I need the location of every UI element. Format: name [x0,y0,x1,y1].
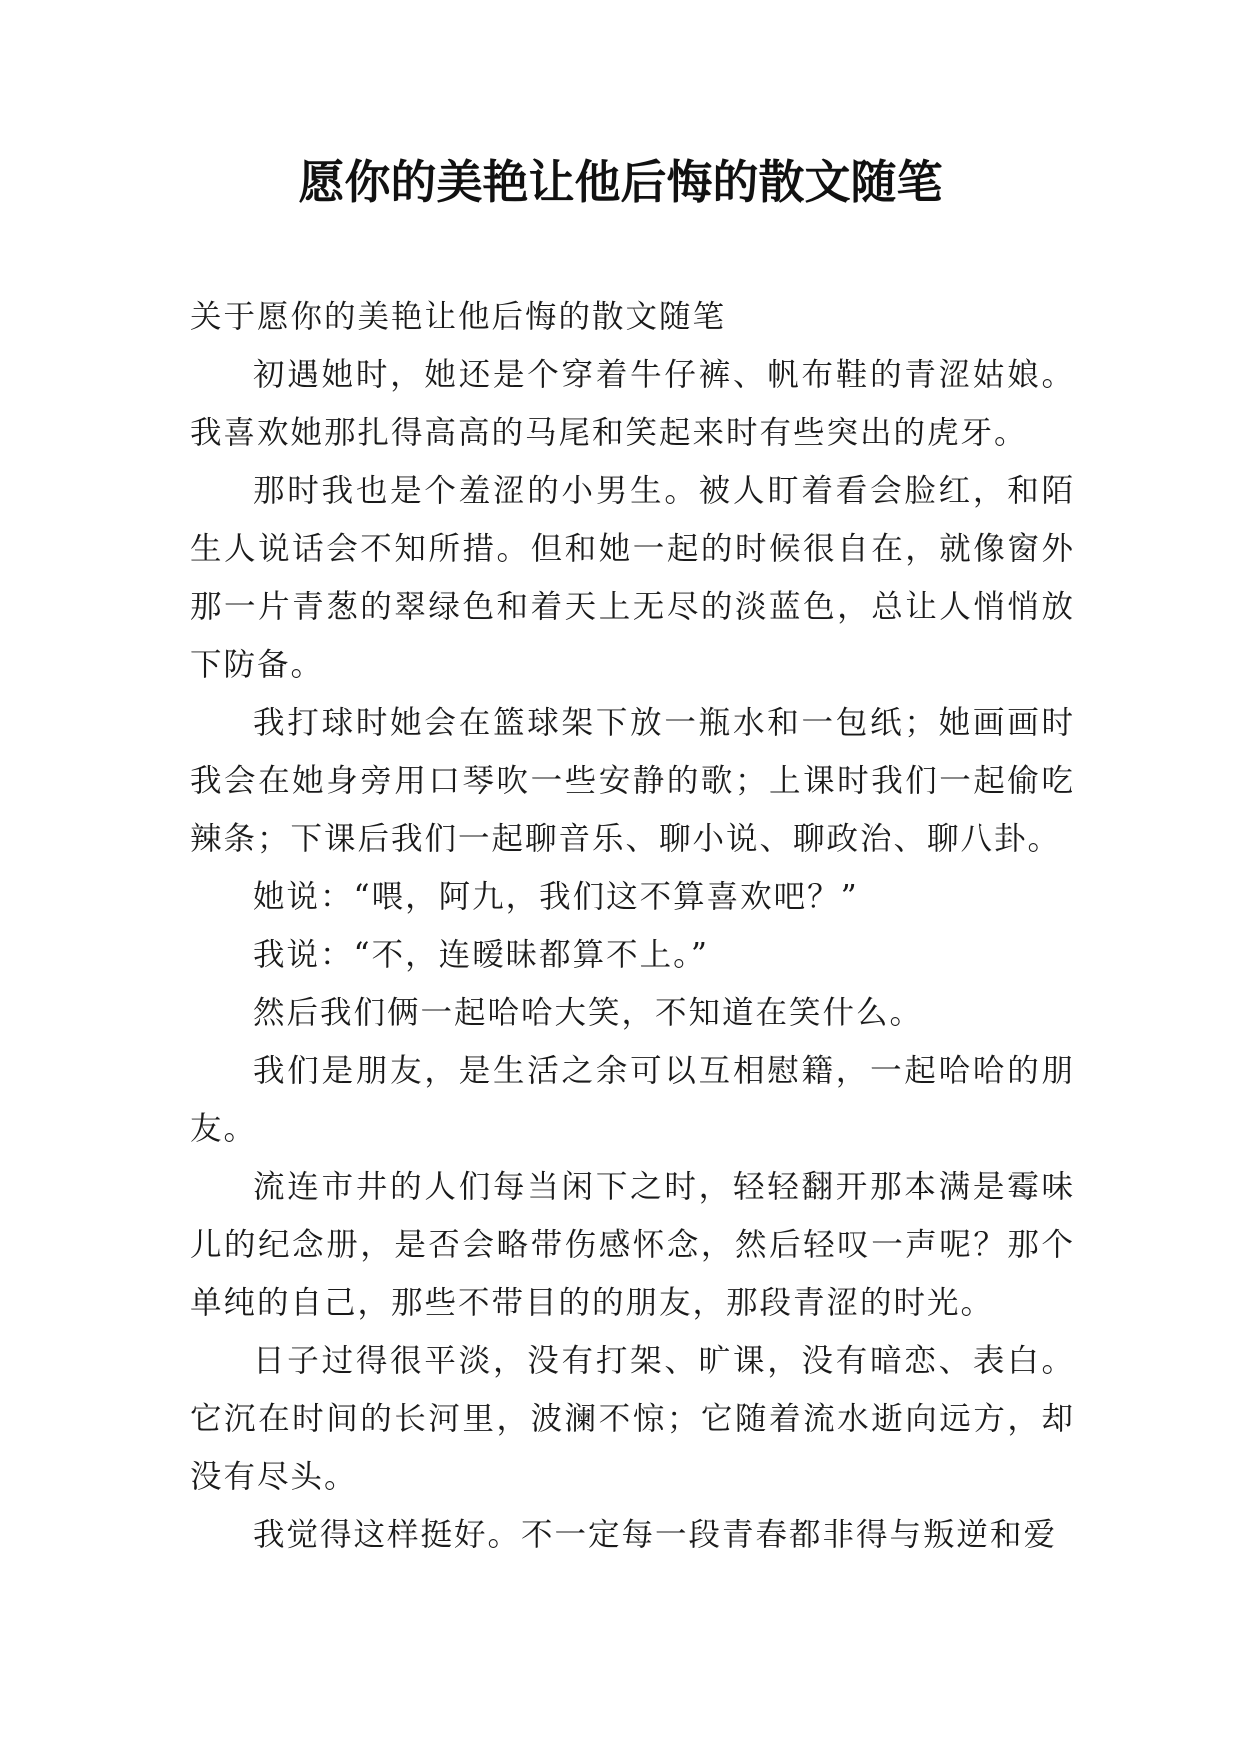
paragraph-10: 我觉得这样挺好。不一定每一段青春都非得与叛逆和爱 [253,1517,1058,1553]
paragraph-6: 然后我们俩一起哈哈大笑，不知道在笑什么。 [253,995,924,1031]
paragraph-9: 日子过得很平淡，没有打架、旷课，没有暗恋、表白。它沉在时间的长河里，波澜不惊；它随着流水逝向远方，却没有尽头。 [190,1343,1075,1495]
paragraph-4: 她说：“喂，阿九，我们这不算喜欢吧？” [253,879,859,915]
paragraph-8: 流连市井的人们每当闲下之时，轻轻翻开那本满是霉味儿的纪念册，是否会略带伤感怀念，然后轻叹一声呢？那个单纯的自己，那些不带目的的朋友，那段青涩的时光。 [190,1169,1075,1321]
paragraph-2: 那时我也是个羞涩的小男生。被人盯着看会脸红，和陌生人说话会不知所措。但和她一起的时候很自在，就像窗外那一片青葱的翠绿色和着天上无尽的淡蓝色，总让人悄悄放下防备。 [190,473,1075,683]
paragraph-5: 我说：“不，连暧昧都算不上。” [253,937,709,973]
article-subtitle: 关于愿你的美艳让他后悔的散文随笔 [190,299,727,335]
paragraph-1: 初遇她时，她还是个穿着牛仔裤、帆布鞋的青涩姑娘。我喜欢她那扎得高高的马尾和笑起来时有些突出的虎牙。 [190,357,1075,451]
article-body [190,288,1075,1564]
paragraph-3: 我打球时她会在篮球架下放一瓶水和一包纸；她画画时我会在她身旁用口琴吹一些安静的歌；上课时我们一起偷吃辣条；下课后我们一起聊音乐、聊小说、聊政治、聊八卦。 [190,705,1075,857]
page-title: 愿你的美艳让他后悔的散文随笔 [298,155,943,209]
paragraph-7: 我们是朋友，是生活之余可以互相慰籍，一起哈哈的朋友。 [190,1053,1075,1147]
